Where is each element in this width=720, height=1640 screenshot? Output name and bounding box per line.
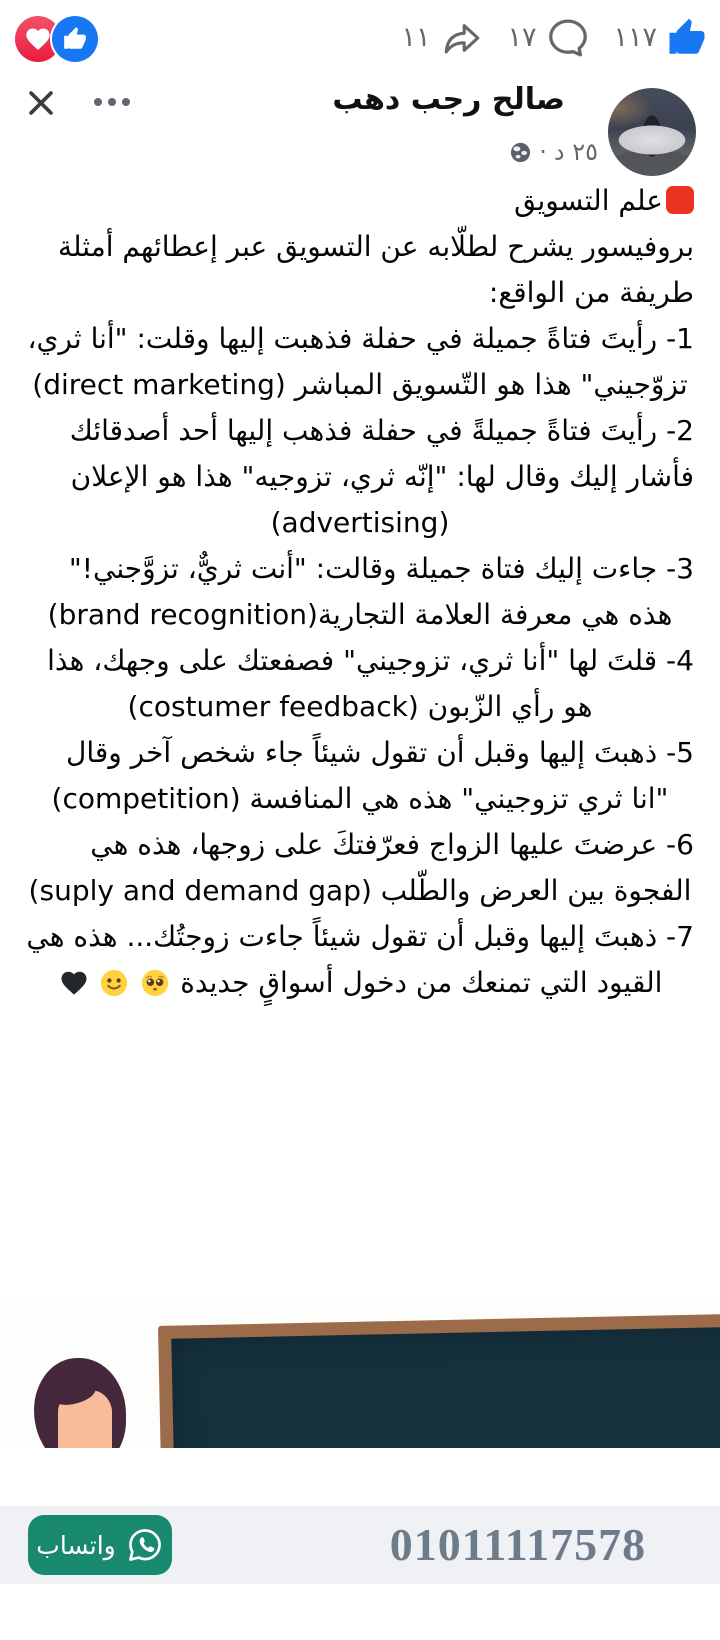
blackboard (158, 1313, 720, 1448)
pleading-face-emoji (140, 968, 170, 998)
post-item-4: 4- قلتَ لها "أنا ثري، تزوجيني" فصفعتك على وجهك، هذا هو رأي الزّبون (costumer feedback) (47, 644, 694, 723)
timestamp-separator: · (539, 138, 547, 166)
comment-count-group[interactable] (507, 14, 591, 62)
author-name[interactable]: صالح رجب دهب (332, 82, 565, 117)
share-icon (439, 16, 485, 60)
post-item-7: 7- ذهبتَ إليها وقبل أن تقول شيئاً جاءت زوجتُك... هذه هي القيود التي تمنعك من دخول أسواقٍ جديدة (26, 920, 694, 999)
post-item-1: 1- رأيتَ فتاةً جميلة في حفلة فذهبت إليها وقلت: "أنا ثري، تزوّجيني" هذا هو التّسويق المباشر (direct marketing) (27, 322, 694, 401)
globe-icon (509, 141, 532, 164)
like-thumb-icon (666, 17, 708, 59)
engagement-counts (401, 14, 708, 62)
post-item-5: 5- ذهبتَ إليها وقبل أن تقول شيئاً جاء شخص آخر وقال "انا ثري تزوجيني" هذه هي المنافسة (competition) (51, 736, 694, 815)
comment-count: ١٧ (507, 22, 537, 53)
post-intro-body: بروفيسور يشرح لطلّابه عن التسويق عبر إعطائهم أمثلة طريفة من الواقع: (58, 230, 694, 309)
timestamp: ٢٥ د (553, 138, 598, 166)
post-intro-title: علم التسويق (26, 178, 694, 224)
whatsapp-icon (126, 1526, 164, 1564)
post-image[interactable] (0, 1298, 720, 1448)
black-heart-emoji (59, 968, 89, 998)
like-count: ١١٧ (613, 22, 657, 53)
post-item-7: 6- عرضتَ عليها الزواج فعرّفتكَ على زوجها، هذه هي الفجوة بين العرض والطّلب (suply and demand gap) (28, 828, 694, 907)
post-body (0, 178, 720, 1006)
reactions-summary-bar (0, 14, 720, 68)
whatsapp-button[interactable] (28, 1515, 172, 1575)
post-item-2: 2- رأيتَ فتاةً جميلةً في حفلة فذهب إليها أحد أصدقائك فأشار إليك وقال لها: "إنّه ثري، تزوجيه" هذا هو الإعلان (advertising) (69, 414, 694, 539)
comment-icon (545, 15, 591, 61)
timestamp-row (509, 138, 598, 166)
share-count: ١١ (401, 22, 431, 53)
whatsapp-button-label: واتساب (36, 1530, 116, 1560)
contact-bar (0, 1506, 720, 1584)
like-reaction-icon (52, 16, 98, 62)
more-options-button[interactable] (94, 98, 130, 106)
ellipsis-icon (94, 98, 102, 106)
close-button[interactable] (22, 84, 60, 122)
avatar[interactable] (608, 88, 696, 176)
close-icon (24, 86, 58, 120)
red-square-emoji (666, 186, 694, 214)
post-item-3: 3- جاءت إليك فتاة جميلة وقالت: "أنت ثريٌّ، تزوَّجني!" هذه هي معرفة العلامة التجارية(brand recognition) (47, 552, 694, 631)
slightly-smiling-face-emoji (99, 968, 129, 998)
like-count-group[interactable] (613, 14, 708, 62)
phone-number: 01011117578 (389, 1519, 647, 1570)
share-count-group[interactable] (401, 14, 485, 62)
